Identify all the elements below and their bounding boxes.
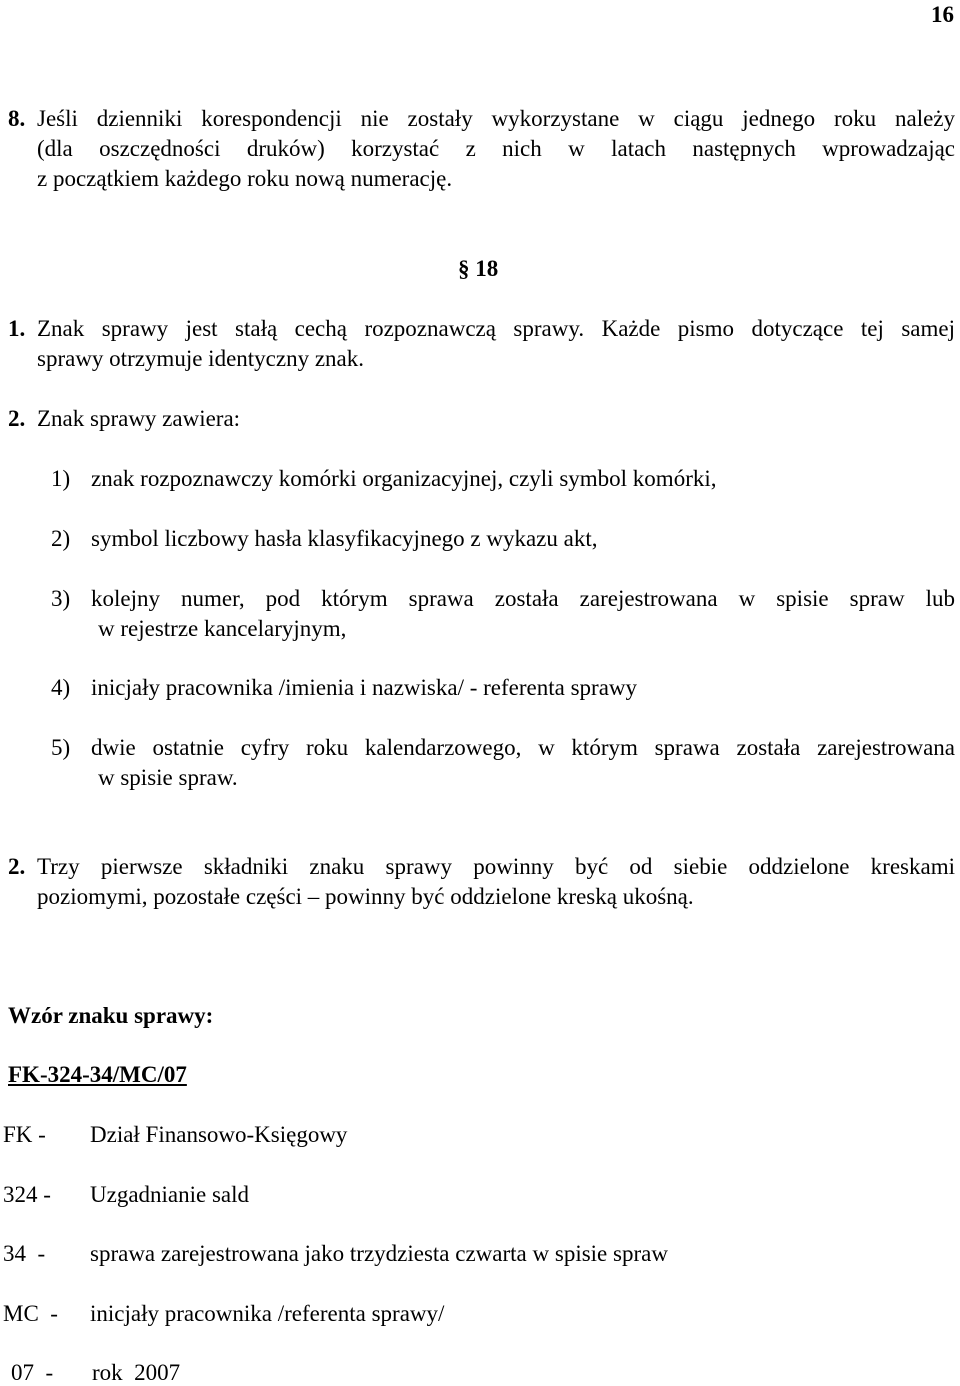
legend-desc-mc: inicjały pracownika /referenta sprawy/ [90,1301,445,1326]
p2-text: Znak sprawy zawiera: [37,406,241,431]
p3-number: 2. [8,854,26,879]
legend-code-324: 324 - [3,1182,51,1207]
legend-code-07: 07 - [11,1360,54,1385]
para8-line1: Jeśli dzienniki korespondencji nie zostały wykorzystane w ciągu jednego roku należy [37,106,955,131]
legend-desc-07: rok 2007 [92,1360,181,1385]
item-5-line1: dwie ostatnie cyfry roku kalendarzowego, w którym sprawa została zarejestrowana [91,735,955,760]
p1-number: 1. [8,316,26,341]
item-3-line1: kolejny numer, pod którym sprawa została zarejestrowana w spisie spraw lub [91,586,955,611]
item-5-line2: w spisie spraw. [98,765,238,790]
legend-code-fk: FK - [3,1122,46,1147]
section-heading: § 18 [458,256,499,281]
legend-code-mc: MC - [3,1301,58,1326]
legend-code-34: 34 - [3,1241,46,1266]
p2-number: 2. [8,406,26,431]
para8-line2: (dla oszczędności druków) korzystać z nich w latach następnych wprowadzając [37,136,955,161]
item-4-number: 4) [51,675,71,700]
item-2-number: 2) [51,526,71,551]
p3-line1: Trzy pierwsze składniki znaku sprawy powinny być od siebie oddzielone kreskami [37,854,955,879]
page-number: 16 [931,2,954,27]
pattern-code: FK-324-34/MC/07 [8,1062,187,1087]
item-3-line2: w rejestrze kancelaryjnym, [98,616,347,641]
item-1-text: znak rozpoznawczy komórki organizacyjnej, czyli symbol komórki, [91,466,717,491]
p3-line2: poziomymi, pozostałe części – powinny być oddzielone kreską ukośną. [37,884,694,909]
para8-number: 8. [8,106,26,131]
item-1-number: 1) [51,466,71,491]
item-3-number: 3) [51,586,71,611]
item-5-number: 5) [51,735,71,760]
p1-line1: Znak sprawy jest stałą cechą rozpoznawczą sprawy. Każde pismo dotyczące tej samej [37,316,955,341]
legend-desc-fk: Dział Finansowo-Księgowy [90,1122,348,1147]
item-2-text: symbol liczbowy hasła klasyfikacyjnego z wykazu akt, [91,526,598,551]
p1-line2: sprawy otrzymuje identyczny znak. [37,346,364,371]
para8-line3: z początkiem każdego roku nową numerację. [37,166,453,191]
legend-desc-324: Uzgadnianie sald [90,1182,250,1207]
item-4-text: inicjały pracownika /imienia i nazwiska/ - referenta sprawy [91,675,638,700]
pattern-heading: Wzór znaku sprawy: [8,1003,214,1028]
legend-desc-34: sprawa zarejestrowana jako trzydziesta czwarta w spisie spraw [90,1241,668,1266]
